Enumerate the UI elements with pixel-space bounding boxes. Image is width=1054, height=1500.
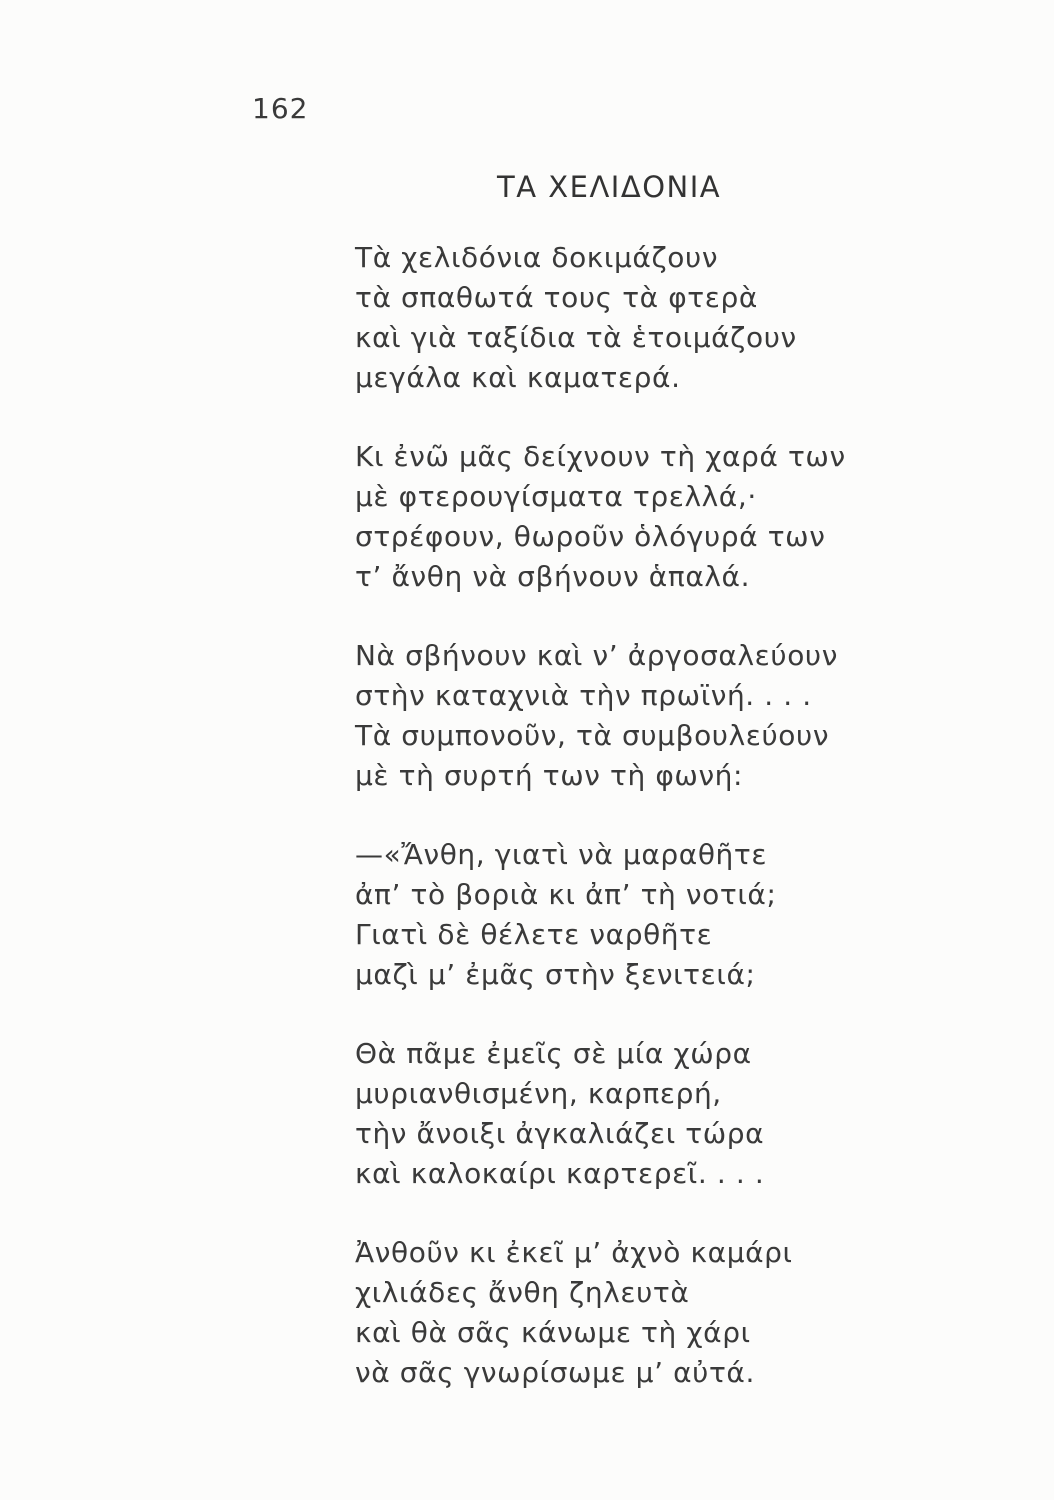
poem-line: καὶ γιὰ ταξίδια τὰ ἑτοιμάζουν bbox=[355, 321, 797, 354]
page-number: 162 bbox=[252, 92, 309, 125]
poem-line: καὶ καλοκαίρι καρτερεῖ. . . . bbox=[355, 1157, 765, 1190]
poem-line: Τὰ συμπονοῦν, τὰ συμβουλεύουν bbox=[355, 719, 830, 752]
poem-line: καὶ θὰ σᾶς κάνωμε τὴ χάρι bbox=[355, 1316, 751, 1349]
poem-line: μὲ τὴ συρτή των τὴ φωνή: bbox=[355, 759, 744, 792]
stanza-6 bbox=[355, 1233, 915, 1393]
poem-line: Ἀνθοῦν κι ἐκεῖ μ’ ἀχνὸ καμάρι bbox=[355, 1236, 793, 1269]
poem-line: τὴν ἄνοιξι ἀγκαλιάζει τώρα bbox=[355, 1117, 765, 1150]
poem-line: μὲ φτερουγίσματα τρελλά,· bbox=[355, 480, 757, 513]
poem-line: Τὰ χελιδόνια δοκιμάζουν bbox=[355, 241, 719, 274]
poem-line: ἀπ’ τὸ βοριὰ κι ἀπ’ τὴ νοτιά; bbox=[355, 878, 777, 911]
poem-line: τ’ ἄνθη νὰ σβήνουν ἁπαλά. bbox=[355, 560, 751, 593]
poem-line: μυριανθισμένη, καρπερή, bbox=[355, 1077, 722, 1110]
stanza-3 bbox=[355, 636, 915, 796]
poem-line: Θὰ πᾶμε ἐμεῖς σὲ μία χώρα bbox=[355, 1037, 752, 1070]
poem-line: μεγάλα καὶ καματερά. bbox=[355, 361, 681, 394]
poem-line: στὴν καταχνιὰ τὴν πρωϊνή. . . . bbox=[355, 679, 812, 712]
poem-line: μαζὶ μ’ ἐμᾶς στὴν ξενιτειά; bbox=[355, 958, 756, 991]
poem-line: νὰ σᾶς γνωρίσωμε μ’ αὐτά. bbox=[355, 1356, 755, 1389]
poem-line: —«Ἄνθη, γιατὶ νὰ μαραθῆτε bbox=[355, 838, 768, 871]
poem-line: χιλιάδες ἄνθη ζηλευτὰ bbox=[355, 1276, 690, 1309]
stanza-5 bbox=[355, 1034, 915, 1194]
poem-line: Νὰ σβήνουν καὶ ν’ ἀργοσαλεύουν bbox=[355, 639, 838, 672]
poem-line: τὰ σπαθωτά τους τὰ φτερὰ bbox=[355, 281, 758, 314]
poem-line: στρέφουν, θωροῦν ὁλόγυρά των bbox=[355, 520, 826, 553]
poem-title: ΤΑ ΧΕΛΙΔΟΝΙΑ bbox=[497, 170, 722, 204]
poem-line: Κι ἐνῶ μᾶς δείχνουν τὴ χαρά των bbox=[355, 440, 846, 473]
poem-body bbox=[355, 238, 915, 1432]
stanza-4 bbox=[355, 835, 915, 995]
poem-line: Γιατὶ δὲ θέλετε ναρθῆτε bbox=[355, 918, 713, 951]
stanza-2 bbox=[355, 437, 915, 597]
stanza-1 bbox=[355, 238, 915, 398]
